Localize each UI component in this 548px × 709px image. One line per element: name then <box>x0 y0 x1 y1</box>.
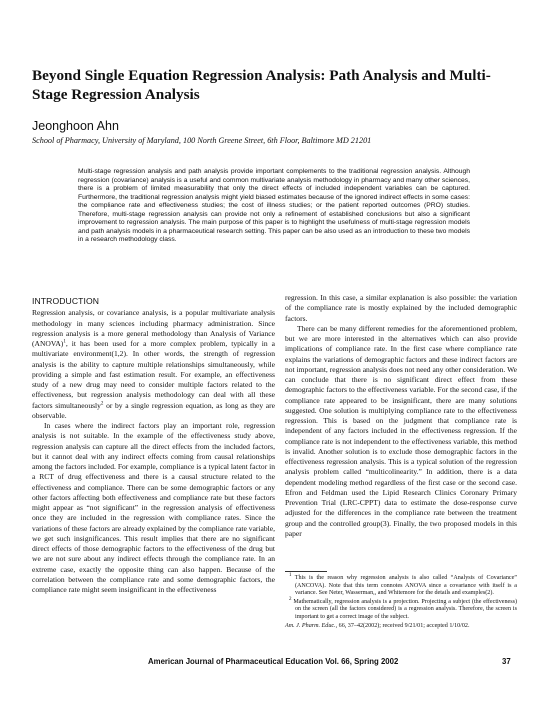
section-heading-introduction: INTRODUCTION <box>32 296 100 306</box>
footer-journal-info: American Journal of Pharmaceutical Education Vol. 66, Spring 2002 <box>148 657 399 666</box>
intro-paragraph-1: Regression analysis, or covariance analysis, is a popular multivariate analysis methodology in many sciences including pharmacy administration. Since regression analysis is a more general methodology than Analysis of Variance (ANOVA)$^1$, it has been used for a more complex problem, typically in a multivariate environment(1,2). In other words, the strength of regression analysis is the ability to capture multiple relationships simultaneously, while providing a simple and fast estimation result. For example, an effectiveness study of a new drug may need to consider multiple factors related to the effectiveness, but regression analysis methodology can deal with all these factors simultaneously$^2$ or by a single regression equation, as long as they are observable. <box>32 308 275 420</box>
author-affiliation: School of Pharmacy, University of Maryland, 100 North Greene Street, 6th Floor, Baltimore MD 21201 <box>32 136 372 145</box>
footnotes <box>285 572 517 630</box>
body-paragraph-remedies: There can be many different remedies for the aforementioned problem, but we are more interested in the alternatives which can also provide implications of compliance rate. In the first case where compliance rate explains the variations of demographic factors and these indirect factors are not important, regression analysis does not need any other consideration. We can conclude that there is no significant direct effect from these demographic factors to the effectiveness variable. For the second case, if the compliance rate appeared to be insignificant, there are many solutions suggested. One solution is multiplying compliance rate to the effectiveness regression. This is based on the judgment that compliance rate is independent of any factors included in the effectiveness regression. If the compliance rate is not independent to the effectiveness variable, this method is invalid. Another solution is to exclude those demographic factors in the effectiveness regression analysis. This is a typical solution of the regression analysis problem called “multicolinearity.” In addition, there is a data dependent modeling method regardless of the first case or the second case. Efron and Feldman used the Lipid Research Clinics Coronary Primary Prevention Trial (LRC-CPPT) data to estimate the dose-response curve adjusted for the differences in the compliance rate between the treatment group and the controlled group(3). Finally, the two proposed models in this paper <box>285 323 517 538</box>
citation-line: Am. J. Pharm. Educ., 66, 37–42(2002); received 9/21/01; accepted 1/10/02. <box>285 622 470 629</box>
left-column <box>32 293 275 595</box>
footnote-2: $^2$ Mathematically, regression analysis is a projection. Projecting a subject (the effectiveness) on the screen (all the factors considered) is a regression analysis. Therefore, the screen is important to get a correct image of the subject. <box>289 596 517 620</box>
footnote-divider <box>285 571 327 572</box>
intro-paragraph-2: In cases where the indirect factors play an important role, regression analysis is not suitable. In the example of the effectiveness study above, regression analysis can capture all the direct effects from the included factors, but it cannot deal with any indirect effects coming from causal relationships among the factors included. For example, compliance is a typical latent factor in a RCT of drug effectiveness and there is a causal structure related to the effectiveness and compliance. There can be some demographic factors or any other factors affecting both effectiveness and compliance rate but these factors might appear as “not significant” in the regression analysis of effectiveness once they are included in the regression with compliance rates. Since the variations of these factors are already explained by the compliance rate variable, we get such insignificances. This result implies that there are no significant direct effects of those demographic factors to the effectiveness of the drug but we are not sure about any indirect effects through the compliance rate. In an extreme case, exactly the opposite thing can also happen. Because of the correlation between the compliance rate and some demographic factors, the compliance rate might seem insignificant in the effectiveness <box>32 421 275 594</box>
paper-title: Beyond Single Equation Regression Analysis: Path Analysis and Multi-Stage Regression Analysis <box>32 67 491 103</box>
abstract: Multi-stage regression analysis and path analysis provide important complements to the traditional regression analysis. Although regression (covariance) analysis is a useful and common multivariate analysis methodology in pharmacy and many other sciences, there is a problem of limited measurability that only the direct effects of included independent variables can be captured. Furthermore, the traditional regression analysis might yield biased estimates because of the ignored indirect effects in some cases: the compliance rate and effectiveness studies; the cost of illness studies; or the patient reported outcomes (PRO) studies. Therefore, multi-stage regression analysis can provide not only a refinement of established conclusions but also a significant improvement to regression analysis. The main purpose of this paper is to highlight the usefulness of multi-stage regression models and path analysis models in a pharmaceutical research setting. This paper can be also used as an introduction to these two models in a research methodology class. <box>78 168 470 243</box>
author-name: Jeonghoon Ahn <box>32 119 119 133</box>
page-number: 37 <box>502 657 511 666</box>
footnote-1: $^1$ This is the reason why regression analysis is also called “Analysis of Covariance” (ANCOVA). Note that this term connotes ANOVA since a covariance with itself is a variance. See Neter, Wasserman,, and Whitemore for the details and examples(2). <box>289 572 517 597</box>
footnote-ref-1[interactable]: 1 <box>63 339 66 345</box>
right-column <box>285 293 517 539</box>
footnote-ref-2[interactable]: 2 <box>100 400 104 406</box>
body-paragraph-continued: regression. In this case, a similar explanation is also possible: the variation of the compliance rate is mostly explained by the included demographic factors. <box>285 293 517 323</box>
